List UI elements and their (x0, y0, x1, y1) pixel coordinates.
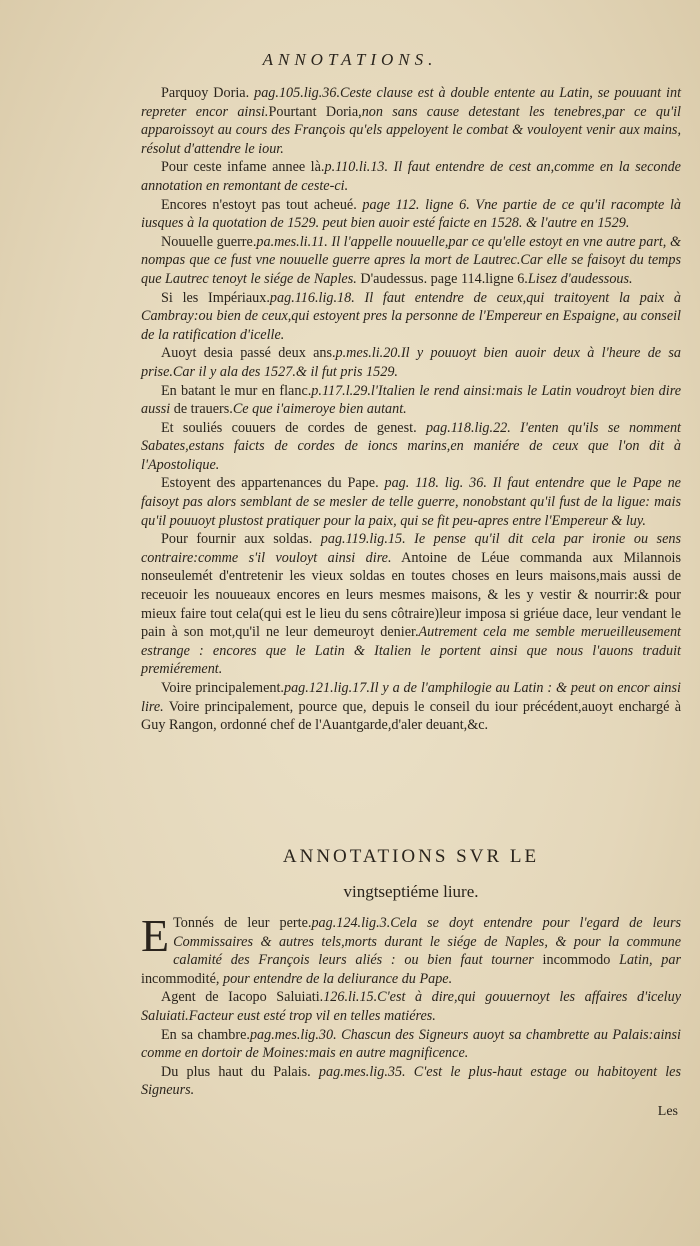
commentary: pag.mes.lig.35. C'est le plus-haut estage ou habitoyent les Signeurs. (141, 1063, 681, 1099)
annotation-paragraph (141, 988, 681, 1025)
commentary: pag.119.lig.15. Ie pense qu'il dit cela par ironie ou sens contraire:comme s'il vouloyt ainsi dire. (141, 531, 681, 566)
annotations-body-2 (141, 910, 682, 1100)
lemma: Du plus haut du Palais. (161, 1063, 319, 1080)
commentary: pag.105.lig.36.Ceste clause est à double entente au Latin, se pouuant int repreter encor ainsi. (141, 85, 682, 120)
commentary: Lisez d'audessous. (527, 270, 633, 287)
annotation-paragraph (141, 158, 681, 195)
commentary: pag.mes.lig.30. Chascun des Signeurs auoyt sa chambrette au Palais:ainsi comme en dortoir de Moines:mais en autre magnificence. (141, 1026, 681, 1062)
section-title: ANNOTATIONS SVR LE (282, 846, 540, 867)
annotation-paragraph (141, 84, 681, 158)
annotation-paragraph (141, 382, 681, 419)
lemma: incommodité, (141, 970, 220, 987)
lemma: Agent de Iacopo Saluiati. (161, 989, 324, 1006)
lemma: Auoyt desia passé deux ans. (161, 345, 336, 362)
annotation-paragraph (141, 910, 682, 988)
section-subtitle: vingtseptiéme liure. (343, 882, 479, 901)
commentary: pag.118.lig.22. I'enten qu'ils se nomment Sabates,estans faicts de cordes de ioncs marins,en maniére de ceux que l'on dit à l'Apostolique. (141, 419, 681, 473)
lemma: Voire principalement. (161, 680, 284, 696)
commentary: pag. 118. lig. 36. Il faut entendre que le Pape ne faisoyt pas alors semblant de se mesler de telle guerre, nonobstant qu'il fust de la ligue: mais qu'il pouuoyt plustost pratiquer pour la paix, qui se fit peu-apres entre l'Empereur & luy. (141, 475, 681, 529)
annotation-paragraph (141, 419, 681, 475)
lemma: Voire principalement, pource que, depuis le conseil du iour précédent,auoyt enchargé à Guy Rangon, ordonné chef de l'Auantgarde,d'aler deuant,&c. (141, 698, 681, 734)
commentary: non sans cause detestant les tenebres,par ce qu'il apparoissoyt au cours des François qu'els appeloyent le combat & vouloyent venir aux mains, résolut d'attendre le iour. (141, 103, 681, 157)
lemma: Tonnés de leur perte. (173, 915, 312, 931)
running-head: ANNOTATIONS. (262, 50, 438, 69)
lemma: Nouuelle guerre. (161, 233, 257, 250)
commentary: Autrement cela me semble merueilleusement estrange : encores que le Latin & Italien le portent ainsi que nous l'auons traduit premiérement. (141, 624, 681, 678)
annotation-paragraph (141, 679, 681, 735)
commentary: pag.124.lig.3.Cela se doyt entendre pour l'egard de leurs Commissaires & autres tels,morts durant le siége de Naples, & pour la commune calamité des François leurs aliés : ou bien faut tourner (173, 915, 681, 969)
commentary: p.mes.li.20.Il y pouuoyt bien auoir deux à l'heure de sa prise.Car il y ala des 1527.& il fut pris 1529. (141, 345, 681, 380)
annotation-paragraph (141, 344, 681, 381)
lemma: de trauers. (170, 401, 233, 418)
commentary: page 112. ligne 6. Vne partie de ce qu'il racompte là iusques à la quotation de 1529. peut bien auoir esté faicte en 1528. & l'autre en 1529. (141, 196, 681, 232)
annotation-paragraph (141, 289, 681, 345)
commentary: Ce que i'aimeroye bien autant. (232, 401, 407, 418)
lemma: Estoyent des appartenances du Pape. (161, 475, 385, 492)
drop-cap: E (141, 910, 170, 961)
lemma: Si les Impériaux. (161, 289, 270, 306)
lemma: Parquoy Doria. (161, 85, 255, 101)
catchword: Les (657, 1104, 678, 1119)
annotation-paragraph (141, 1063, 681, 1100)
annotation-paragraph (141, 233, 681, 289)
lemma: D'audessus. page 114.ligne 6. (356, 270, 528, 287)
lemma: Pourtant Doria, (268, 103, 362, 120)
lemma: incommodo (533, 952, 620, 969)
commentary: pa.mes.li.11. Il l'appelle nouuelle,par ce qu'elle estoyt en vne autre part, & nompas que ce fust vne nouuelle guerre apres la mort de Lautrec.Car elle se faisoyt du temps que Lautrec tenoyt le siége de Naples. (141, 233, 681, 287)
commentary: pour entendre de la deliurance du Pape. (219, 970, 453, 987)
commentary: Latin, par (619, 952, 682, 969)
commentary: pag.116.lig.18. Il faut entendre de ceux,qui traitoyent la paix à Cambray:ou bien de ceux,qui estoyent pres la personne de l'Empereur en Espaigne, au conseil de la ratification d'icelle. (141, 289, 681, 343)
lemma: Pour fournir aux soldas. (161, 531, 321, 548)
lemma: Encores n'estoyt pas tout acheué. (161, 196, 363, 213)
annotation-paragraph (141, 530, 681, 679)
commentary: pag.121.lig.17.Il y a de l'amphilogie au Latin : & peut on encor ainsi lire. (141, 680, 681, 715)
annotation-paragraph (141, 1026, 681, 1063)
annotation-paragraph (141, 474, 681, 530)
annotations-body (141, 84, 681, 735)
commentary: p.117.l.29.l'Italien le rend ainsi:mais le Latin voudroyt bien dire aussi (141, 382, 682, 418)
annotation-paragraph (141, 196, 681, 233)
lemma: En batant le mur en flanc. (161, 382, 312, 399)
lemma: Et souliés couuers de cordes de genest. (161, 419, 426, 436)
commentary: p.110.li.13. Il faut entendre de cest an,comme en la seconde annotation en remontant de ceste-ci. (141, 159, 681, 194)
lemma: Antoine de Léue commanda aux Milannois nonseulemét d'entretenir les vieux soldas en toutes choses en leurs maisons,mais aussi de receuoir les nouueaux encores en leurs mesmes maisons, & les y vestir & nourrir:& pour mieux faire tout cela(qui est le lieu du sens côtraire)leur imposa si griéue dace, leur vendant le pain à son mot,qu'il ne leur demeuroyt denier. (141, 549, 681, 641)
commentary: 126.li.15.C'est à dire,qui gouuernoyt les affaires d'iceluy Saluiati.Facteur eust esté trop vil en telles matiéres. (141, 989, 681, 1024)
lemma: Pour ceste infame annee là. (161, 159, 325, 176)
lemma: En sa chambre. (161, 1026, 250, 1043)
